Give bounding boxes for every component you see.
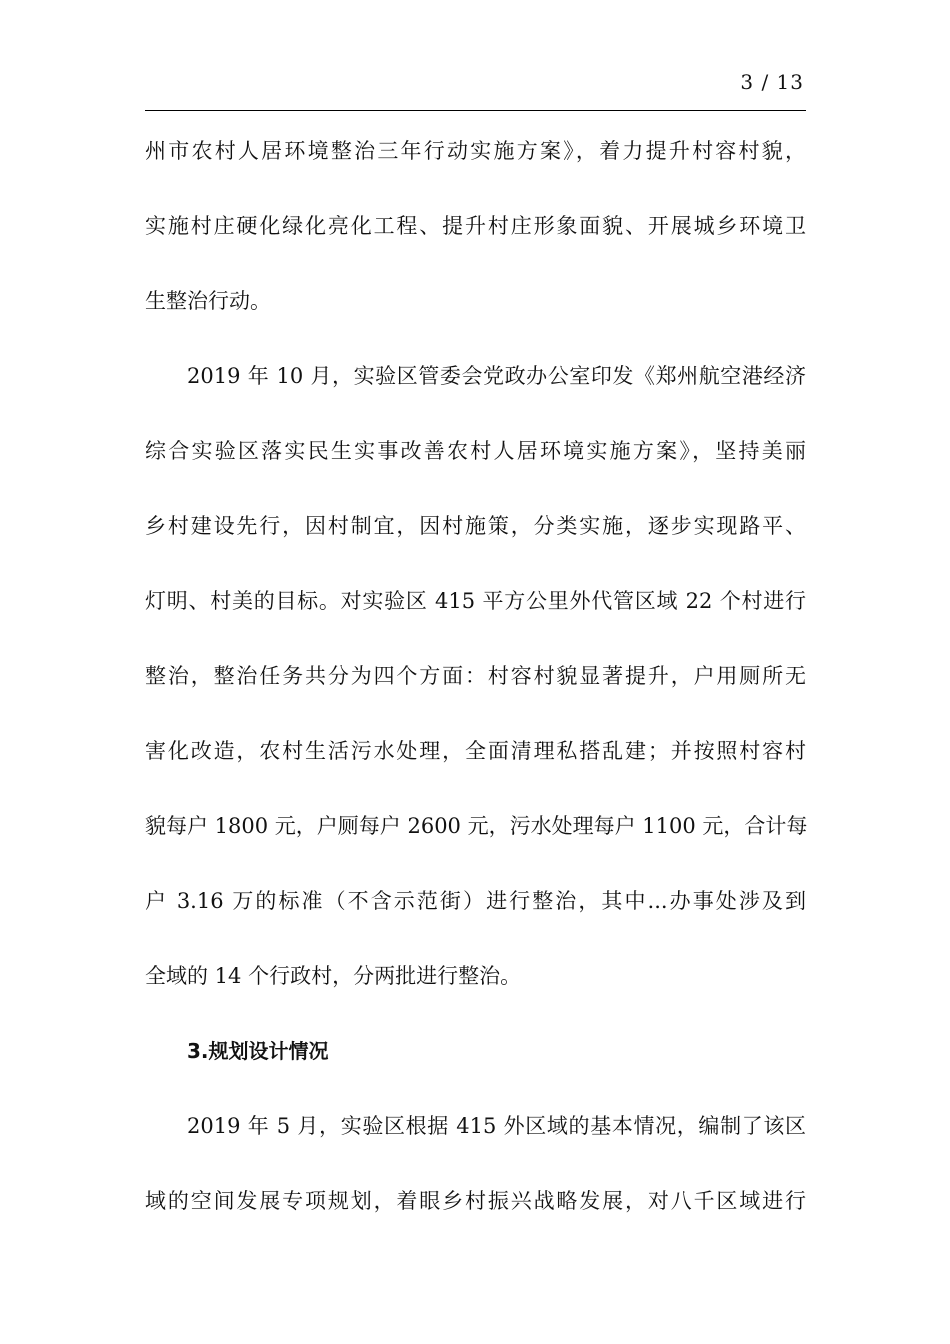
header-divider [145,110,806,111]
text-line: 实施村庄硬化绿化亮化工程、提升村庄形象面貌、开展城乡环境卫 [145,214,806,238]
text-line: 户 3.16 万的标准（不含示范街）进行整治，其中...办事处涉及到 [145,889,806,913]
text-line: 貌每户 1800 元，户厕每户 2600 元，污水处理每户 1100 元，合计每 [145,814,808,838]
document-body [145,128,806,1253]
text-line: 全域的 14 个行政村，分两批进行整治。 [145,964,522,988]
text-line: 域的空间发展专项规划，着眼乡村振兴战略发展，对八千区域进行 [145,1189,806,1213]
text-line: 生整治行动。 [145,289,271,313]
text-line: 州市农村人居环境整治三年行动实施方案》，着力提升村容村貌， [145,139,806,163]
text-line: 灯明、村美的目标。对实验区 415 平方公里外代管区域 22 个村进行 [145,589,806,613]
text-line: 综合实验区落实民生实事改善农村人居环境实施方案》，坚持美丽 [145,439,806,463]
paragraph-first-line: 2019 年 5 月，实验区根据 415 外区域的基本情况，编制了该区 [187,1114,806,1138]
section-heading: 3.规划设计情况 [187,1039,329,1063]
page-number: 3 / 13 [740,70,804,94]
paragraph-first-line: 2019 年 10 月，实验区管委会党政办公室印发《郑州航空港经济 [187,364,806,388]
text-line: 乡村建设先行，因村制宜，因村施策，分类实施，逐步实现路平、 [145,514,806,538]
text-line: 整治，整治任务共分为四个方面：村容村貌显著提升，户用厕所无 [145,664,806,688]
text-line: 害化改造，农村生活污水处理，全面清理私搭乱建；并按照村容村 [145,739,806,763]
